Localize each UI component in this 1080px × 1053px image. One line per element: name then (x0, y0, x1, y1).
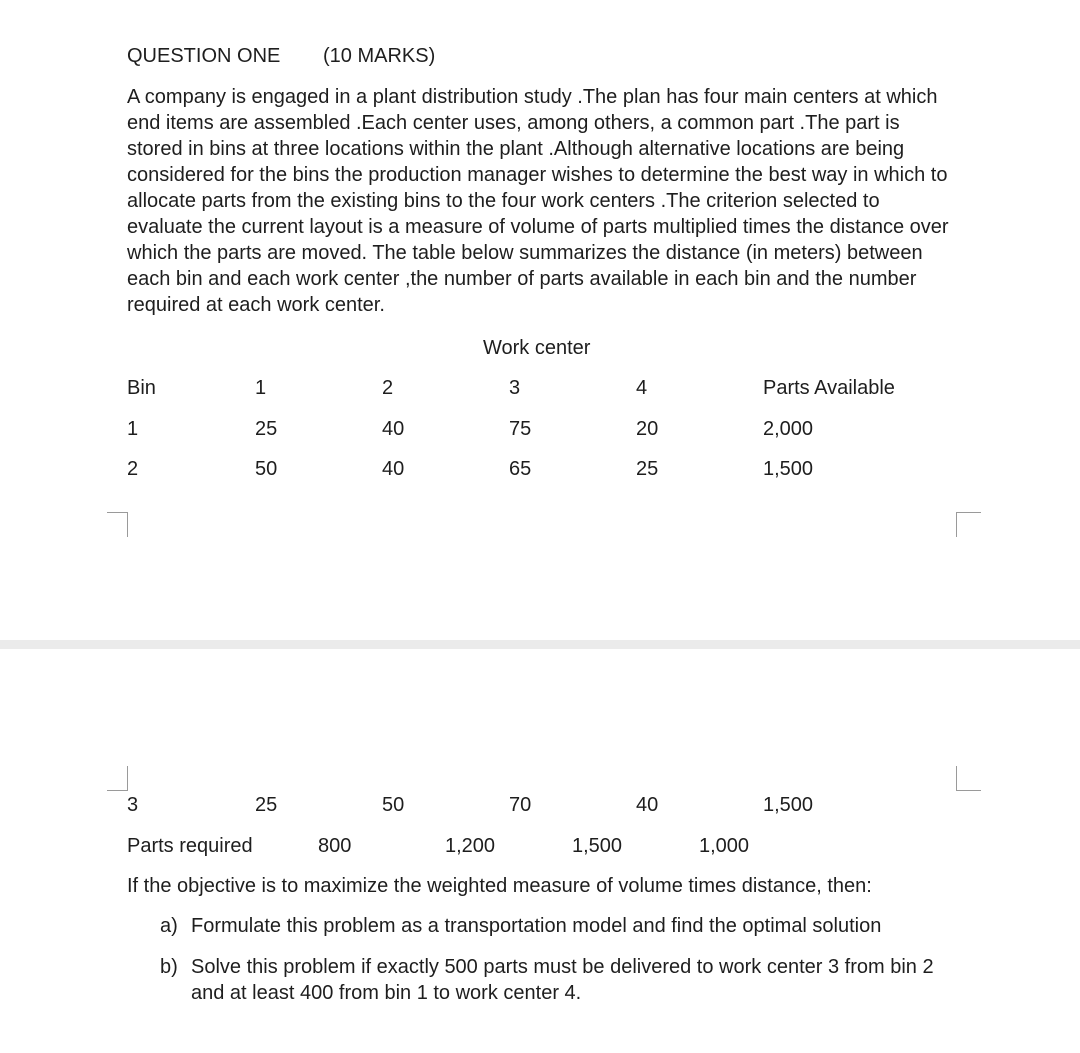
parts-required-label: Parts required (127, 835, 253, 857)
row2-wc2: 40 (382, 458, 405, 480)
row2-available: 1,500 (763, 458, 814, 480)
row2-bin: 2 (127, 458, 139, 480)
row3-bin: 3 (127, 794, 139, 816)
crop-mark-bottom-right (956, 766, 981, 791)
crop-mark-top-right (956, 512, 981, 537)
row1-bin: 1 (127, 418, 139, 440)
header-bin: Bin (127, 377, 156, 399)
required-wc3: 1,500 (572, 835, 623, 857)
required-wc1: 800 (318, 835, 352, 857)
page-break (0, 640, 1080, 649)
header-parts-available: Parts Available (763, 377, 895, 399)
task-b-text: Solve this problem if exactly 500 parts must be delivered to work center 3 from bin 2 and at least 400 from bin 1 to work center 4. (191, 956, 934, 1004)
question-intro: A company is engaged in a plant distribution study .The plan has four main centers at which end items are assembled .Each center uses, among others, a common part .The part is stored in bins at three locations within the plant .Although alternative locations are being considered for the bins the production manager wishes to determine the best way in which to allocate parts from the existing bins to the four work centers .The criterion selected to evaluate the current layout is a measure of volume of parts multiplied times the distance over which the parts are moved. The table below summarizes the distance (in meters) between each bin and each work center ,the number of parts available in each bin and the number required at each work center. (127, 86, 949, 316)
work-center-header: Work center (483, 337, 591, 359)
task-a-text: Formulate this problem as a transportation model and find the optimal solution (191, 915, 882, 937)
crop-mark-bottom-left (107, 766, 128, 791)
header-wc-3: 3 (509, 377, 521, 399)
question-marks: (10 MARKS) (323, 45, 436, 67)
question-heading (127, 43, 435, 69)
required-wc4: 1,000 (699, 835, 750, 857)
row2-wc1: 50 (255, 458, 278, 480)
crop-mark-top-left (107, 512, 128, 537)
task-b-label: b) (160, 956, 178, 978)
header-wc-1: 1 (255, 377, 267, 399)
row3-available: 1,500 (763, 794, 814, 816)
row1-wc3: 75 (509, 418, 532, 440)
row1-wc4: 20 (636, 418, 659, 440)
row1-wc2: 40 (382, 418, 405, 440)
row3-wc2: 50 (382, 794, 405, 816)
row3-wc4: 40 (636, 794, 659, 816)
row2-wc3: 65 (509, 458, 532, 480)
row3-wc3: 70 (509, 794, 532, 816)
header-wc-4: 4 (636, 377, 648, 399)
row2-wc4: 25 (636, 458, 659, 480)
question-title: QUESTION ONE (127, 45, 281, 67)
header-wc-2: 2 (382, 377, 394, 399)
row1-available: 2,000 (763, 418, 814, 440)
required-wc2: 1,200 (445, 835, 496, 857)
task-a-label: a) (160, 915, 178, 937)
row1-wc1: 25 (255, 418, 278, 440)
row3-wc1: 25 (255, 794, 278, 816)
objective-text: If the objective is to maximize the weighted measure of volume times distance, then: (127, 875, 872, 897)
